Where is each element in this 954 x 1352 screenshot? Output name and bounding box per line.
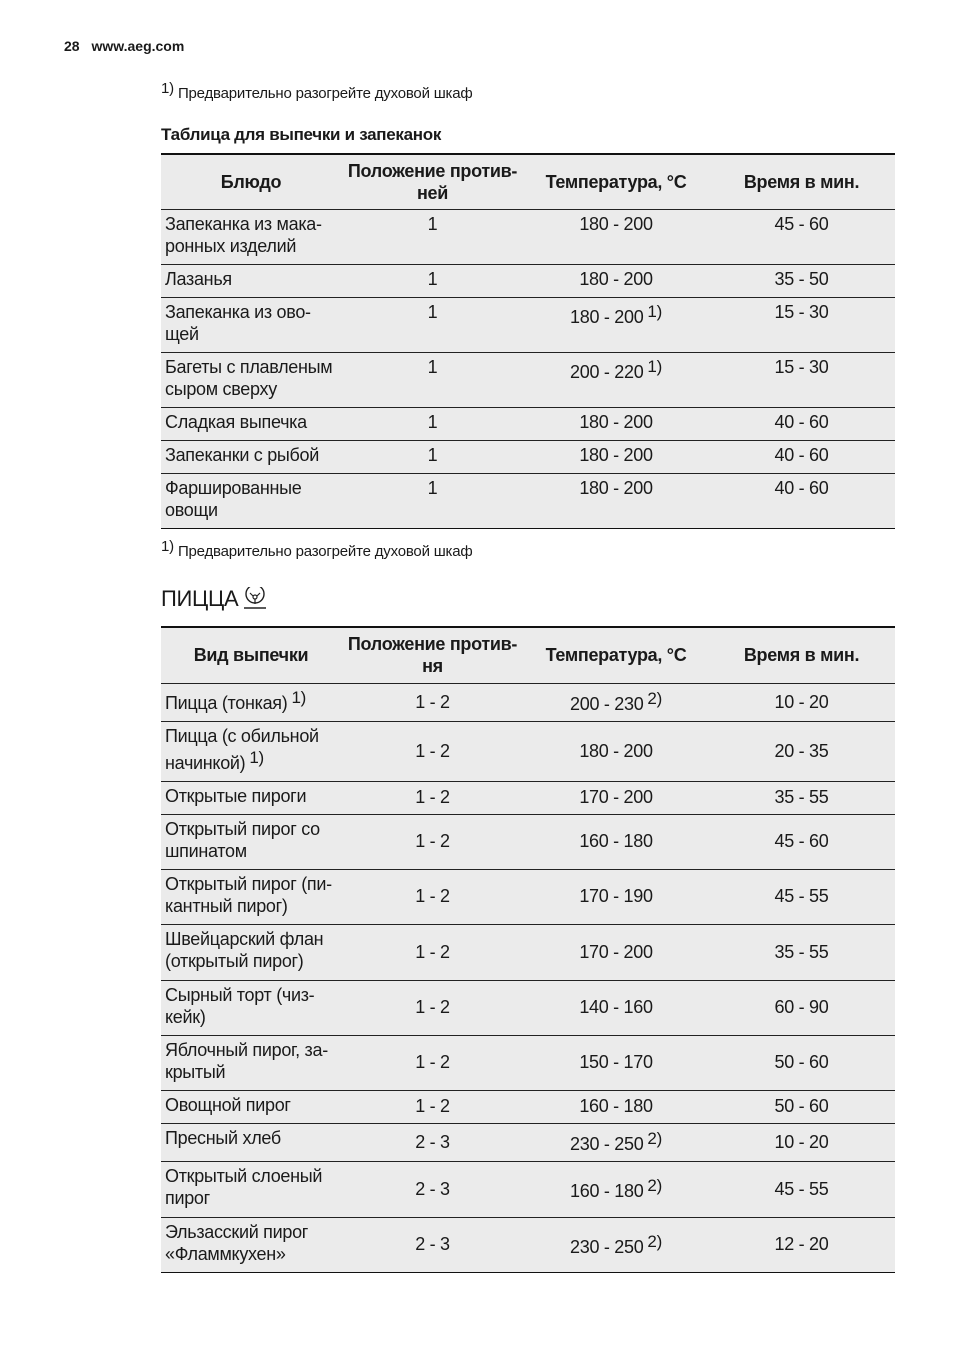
cell-time: 35 - 55 — [708, 781, 895, 814]
cell-position: 2 - 3 — [341, 1123, 524, 1161]
header-dish: Вид выпечки — [193, 645, 309, 666]
pizza-section-title — [161, 586, 268, 612]
cell-position: 2 - 3 — [341, 1161, 524, 1217]
cell-temperature: 170 - 200 — [524, 924, 708, 980]
cell-position: 1 — [341, 297, 524, 352]
cell-dish: Запеканка из ово- щей — [161, 297, 341, 352]
header-dish: Блюдо — [220, 171, 282, 192]
header-time: Время в мин. — [743, 645, 860, 666]
pizza-table — [161, 626, 895, 1273]
footnote-ref: 1) — [249, 747, 264, 767]
footnote-ref: 2) — [647, 1176, 662, 1195]
page-number: 28 — [64, 38, 80, 54]
cell-time: 35 - 50 — [708, 264, 895, 297]
cell-position: 1 — [341, 264, 524, 297]
cell-position: 1 - 2 — [341, 721, 524, 781]
table1-title: Таблица для выпечки и запеканок — [161, 125, 442, 144]
cell-time: 45 - 55 — [708, 1161, 895, 1217]
cell-temperature: 180 - 200 $^{1)}$ — [524, 297, 708, 352]
table1-footnote — [161, 538, 473, 560]
cell-position: 1 - 2 — [341, 1090, 524, 1123]
cell-dish: Открытые пироги — [161, 781, 341, 814]
cell-time: 60 - 90 — [708, 980, 895, 1035]
cell-time: 12 - 20 — [708, 1217, 895, 1272]
cell-temperature: 160 - 180 — [524, 1090, 708, 1123]
cell-position: 1 - 2 — [341, 814, 524, 869]
footnote-marker: 1) — [161, 538, 174, 555]
cell-time: 15 - 30 — [708, 352, 895, 407]
cell-time: 45 - 55 — [708, 869, 895, 924]
table-row — [161, 683, 895, 721]
cell-time: 15 - 30 — [708, 297, 895, 352]
site-url[interactable]: www.aeg.com — [91, 38, 185, 54]
cell-dish: Запеканка из мака- ронных изделий — [161, 209, 341, 264]
table-row — [161, 440, 895, 473]
footnote-ref: 1) — [291, 687, 306, 707]
cell-position: 1 - 2 — [341, 980, 524, 1035]
cell-dish: Швейцарский флан (открытый пирог) — [161, 924, 341, 980]
header-position: Положение против- ня — [347, 634, 518, 677]
table-row — [161, 1035, 895, 1090]
table-row — [161, 209, 895, 264]
cell-time: 35 - 55 — [708, 924, 895, 980]
cell-dish: Пицца (с обильной начинкой) $^{1)}$ — [161, 721, 341, 781]
cell-dish: Открытый пирог со шпинатом — [161, 814, 341, 869]
table-row — [161, 297, 895, 352]
cell-position: 1 — [341, 352, 524, 407]
cell-temperature: 140 - 160 — [524, 980, 708, 1035]
table-row — [161, 980, 895, 1035]
table-row — [161, 1161, 895, 1217]
cell-dish: Открытый пирог (пи- кантный пирог) — [161, 869, 341, 924]
cell-temperature: 170 - 190 — [524, 869, 708, 924]
table-row — [161, 814, 895, 869]
cell-temperature: 180 - 200 — [524, 264, 708, 297]
page-header — [64, 38, 184, 54]
top-footnote — [161, 80, 473, 102]
table-header-row — [161, 627, 895, 683]
table-row — [161, 721, 895, 781]
cell-temperature: 180 - 200 — [524, 721, 708, 781]
cell-temperature: 170 - 200 — [524, 781, 708, 814]
table-row — [161, 924, 895, 980]
cell-position: 1 — [341, 209, 524, 264]
footnote-ref: 2) — [647, 1231, 662, 1251]
cell-temperature: 150 - 170 — [524, 1035, 708, 1090]
cell-time: 45 - 60 — [708, 814, 895, 869]
cell-dish: Фаршированные овощи — [161, 473, 341, 528]
footnote-ref: 1) — [647, 301, 662, 321]
table-header-row — [161, 154, 895, 209]
footnote-ref: 2) — [647, 1129, 662, 1148]
cell-temperature: 160 - 180 — [524, 814, 708, 869]
baking-table — [161, 153, 895, 529]
cell-position: 1 - 2 — [341, 924, 524, 980]
cell-dish: Пицца (тонкая) $^{1)}$ — [161, 683, 341, 721]
cell-time: 40 - 60 — [708, 407, 895, 440]
cell-dish: Эльзасский пирог «Фламмкухен» — [161, 1217, 341, 1272]
cell-dish: Сладкая выпечка — [161, 407, 341, 440]
footnote-text: Предварительно разогрейте духовой шкаф — [177, 85, 473, 102]
table-row — [161, 352, 895, 407]
cell-temperature: 180 - 200 — [524, 473, 708, 528]
cell-position: 1 — [341, 473, 524, 528]
cell-dish: Пресный хлеб — [161, 1123, 341, 1161]
cell-position: 2 - 3 — [341, 1217, 524, 1272]
cell-time: 20 - 35 — [708, 721, 895, 781]
cell-time: 45 - 60 — [708, 209, 895, 264]
footnote-ref: 2) — [647, 689, 662, 708]
pizza-mode-icon — [242, 587, 268, 611]
footnote-ref: 1) — [647, 356, 662, 376]
cell-time: 50 - 60 — [708, 1090, 895, 1123]
table-row — [161, 1090, 895, 1123]
cell-position: 1 - 2 — [341, 781, 524, 814]
table-row — [161, 1123, 895, 1161]
table-row — [161, 869, 895, 924]
table-row — [161, 781, 895, 814]
cell-position: 1 - 2 — [341, 1035, 524, 1090]
cell-temperature: 180 - 200 — [524, 440, 708, 473]
table-row — [161, 473, 895, 528]
cell-dish: Багеты с плавленым сыром сверху — [161, 352, 341, 407]
table-body — [161, 209, 895, 528]
footnote-marker: 1) — [161, 80, 174, 97]
cell-temperature: 200 - 220 $^{1)}$ — [524, 352, 708, 407]
pizza-title: ПИЦЦА — [161, 586, 239, 611]
cell-dish: Яблочный пирог, за- крытый — [161, 1035, 341, 1090]
cell-time: 50 - 60 — [708, 1035, 895, 1090]
table-body — [161, 683, 895, 1272]
cell-position: 1 - 2 — [341, 683, 524, 721]
cell-temperature: 200 - 230 $^{2)}$ — [524, 683, 708, 721]
header-time: Время в мин. — [743, 171, 860, 192]
cell-dish: Открытый слоеный пирог — [161, 1161, 341, 1217]
cell-temperature: 230 - 250 $^{2)}$ — [524, 1123, 708, 1161]
cell-time: 10 - 20 — [708, 1123, 895, 1161]
cell-time: 40 - 60 — [708, 473, 895, 528]
cell-dish: Лазанья — [161, 264, 341, 297]
cell-temperature: 180 - 200 — [524, 209, 708, 264]
table-row — [161, 264, 895, 297]
cell-temperature: 160 - 180 $^{2)}$ — [524, 1161, 708, 1217]
header-temperature: Температура, °C — [545, 645, 687, 666]
cell-position: 1 - 2 — [341, 869, 524, 924]
cell-position: 1 — [341, 440, 524, 473]
header-position: Положение против- ней — [347, 160, 518, 203]
cell-dish: Овощной пирог — [161, 1090, 341, 1123]
footnote-text: Предварительно разогрейте духовой шкаф — [177, 543, 473, 560]
cell-position: 1 — [341, 407, 524, 440]
cell-time: 10 - 20 — [708, 683, 895, 721]
cell-dish: Сырный торт (чиз- кейк) — [161, 980, 341, 1035]
cell-dish: Запеканки с рыбой — [161, 440, 341, 473]
table-row — [161, 1217, 895, 1272]
cell-time: 40 - 60 — [708, 440, 895, 473]
cell-temperature: 180 - 200 — [524, 407, 708, 440]
table-row — [161, 407, 895, 440]
cell-temperature: 230 - 250 $^{2)}$ — [524, 1217, 708, 1272]
header-temperature: Температура, °C — [545, 171, 687, 192]
